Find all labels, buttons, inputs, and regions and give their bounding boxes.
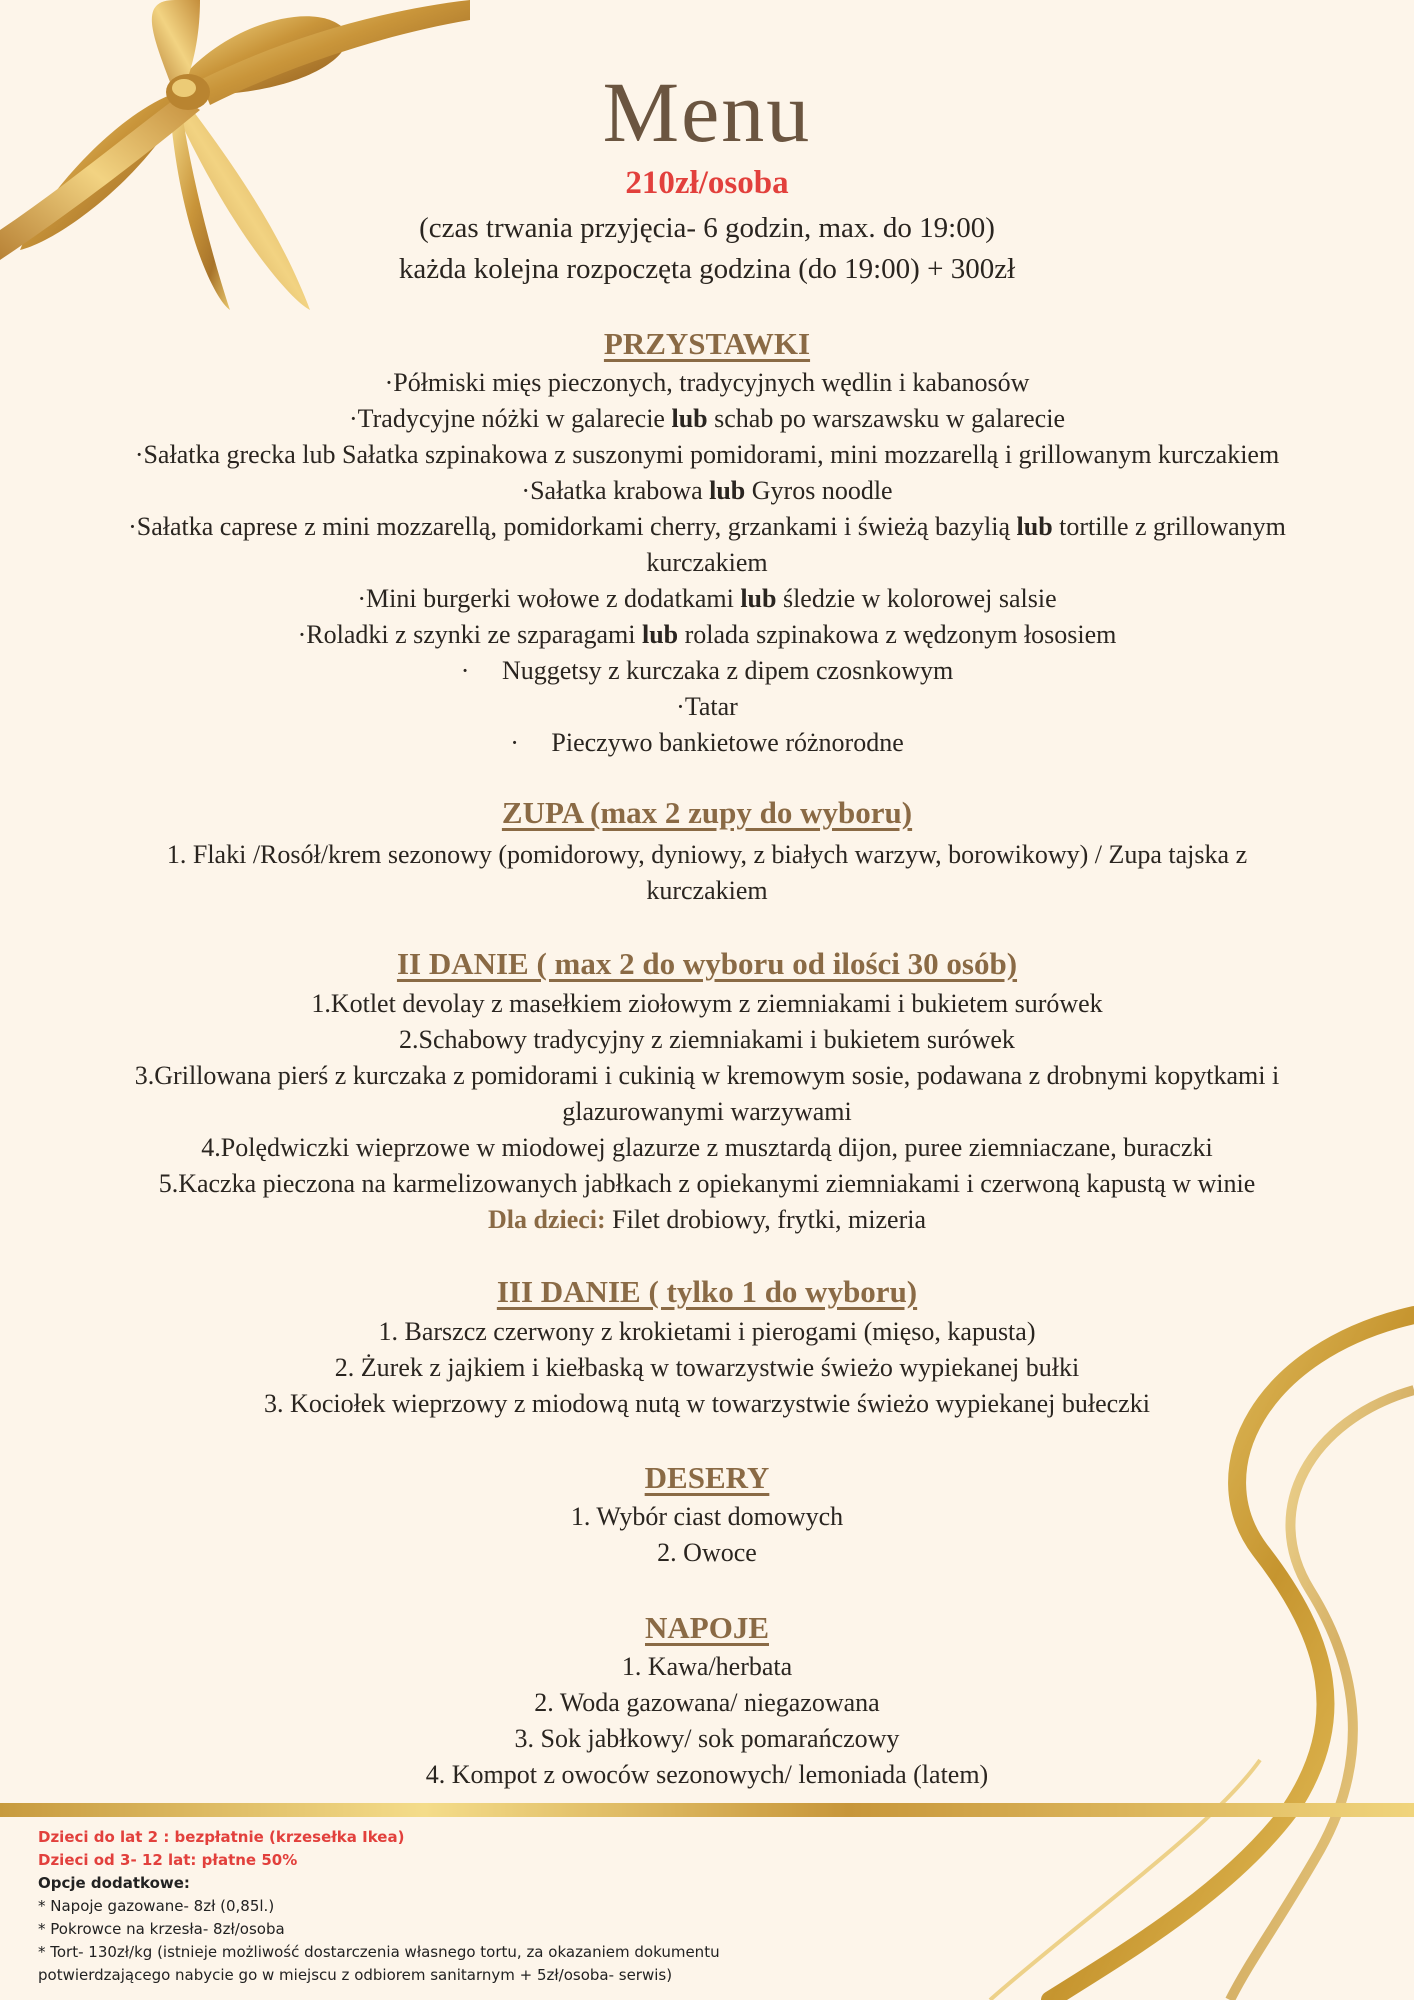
section-heading-zupa: ZUPA (max 2 zupy do wyboru) — [501, 795, 913, 830]
list-item-text: śledzie w kolorowej salsie — [776, 584, 1057, 613]
trzecie-danie-list — [60, 1314, 1354, 1422]
list-item — [60, 473, 1354, 509]
list-item-text: ·Sałatka caprese z mini mozzarellą, pomidorkami cherry, grzankami i świeżą bazylią — [128, 512, 1017, 541]
list-item: 3.Grillowana pierś z kurczaka z pomidorami i cukinią w kremowym sosie, podawana z drobnymi kopytkami i — [134, 1061, 1280, 1090]
list-item — [60, 437, 1354, 473]
list-item: 5.Kaczka pieczona na karmelizowanych jabłkach z opiekanymi ziemniakami i czerwoną kapustą w winie — [158, 1169, 1256, 1198]
list-item — [60, 653, 1354, 689]
section-heading-desery: DESERY — [644, 1460, 770, 1495]
extra-hour-note: każda kolejna rozpoczęta godzina (do 19:00) + 300zł — [398, 253, 1016, 285]
desery-list — [60, 1499, 1354, 1571]
kids-dish-label: Dla dzieci: — [487, 1205, 606, 1234]
list-item-text: kurczakiem — [646, 548, 768, 577]
drugie-danie-list — [60, 986, 1354, 1238]
page-title: Menu — [602, 64, 812, 160]
gold-divider-band — [0, 1800, 1414, 1820]
list-item — [60, 509, 1354, 545]
list-item: glazurowanymi warzywami — [562, 1097, 852, 1126]
list-item-text: schab po warszawsku w galarecie — [707, 404, 1065, 433]
list-item: 1. Wybór ciast domowych — [570, 1502, 844, 1531]
kids-3-12-note: Dzieci od 3- 12 lat: płatne 50% — [38, 1851, 298, 1869]
list-item: 1. Kawa/herbata — [621, 1652, 793, 1681]
list-item: 2. Żurek z jajkiem i kiełbaską w towarzystwie świeżo wypiekanej bułki — [334, 1353, 1080, 1382]
list-item: 1.Kotlet devolay z masełkiem ziołowym z ziemniakami i bukietem surówek — [311, 989, 1103, 1018]
list-item-text: ·Roladki z szynki ze szparagami — [297, 620, 642, 649]
list-item — [60, 689, 1354, 725]
kids-under-2-note: Dzieci do lat 2 : bezpłatnie (krzesełka Ikea) — [38, 1828, 405, 1846]
list-item-text: ·Tatar — [676, 692, 738, 721]
list-item-text: ·Sałatka krabowa — [521, 476, 710, 505]
list-item — [60, 725, 1354, 761]
option-item: * Tort- 130zł/kg (istnieje możliwość dostarczenia własnego tortu, za okazaniem dokumentu — [38, 1943, 720, 1961]
option-item: * Napoje gazowane- 8zł (0,85l.) — [38, 1897, 275, 1915]
section-heading-drugie-danie: II DANIE ( max 2 do wyboru od ilości 30 osób) — [396, 946, 1018, 981]
list-item: 1. Flaki /Rosół/krem sezonowy (pomidorowy, dyniowy, z białych warzyw, borowikowy) / Zupa tajska z — [166, 840, 1248, 869]
kids-dish — [60, 1202, 1354, 1238]
list-item — [60, 401, 1354, 437]
list-item-text: ·Sałatka grecka lub Sałatka szpinakowa z suszonymi pomidorami, mini mozzarellą i grillowanym kurczakiem — [134, 440, 1280, 469]
przystawki-list — [60, 365, 1354, 761]
list-item: 3. Kociołek wieprzowy z miodową nutą w towarzystwie świeżo wypiekanej bułeczki — [264, 1389, 1150, 1418]
list-item — [60, 581, 1354, 617]
or-keyword: lub — [1016, 512, 1053, 541]
list-item: 2.Schabowy tradycyjny z ziemniakami i bukietem surówek — [399, 1025, 1015, 1054]
list-item-text: ·Mini burgerki wołowe z dodatkami — [357, 584, 741, 613]
section-heading-przystawki: PRZYSTAWKI — [603, 326, 811, 361]
list-item — [60, 617, 1354, 653]
list-item-text: ·Półmiski mięs pieczonych, tradycyjnych wędlin i kabanosów — [384, 368, 1030, 397]
list-item-text: rolada szpinakowa z wędzonym łososiem — [678, 620, 1117, 649]
list-item-text: ·Tradycyjne nóżki w galarecie — [349, 404, 672, 433]
or-keyword: lub — [671, 404, 708, 433]
list-item — [60, 545, 1354, 581]
or-keyword: lub — [641, 620, 679, 649]
list-item: 1. Barszcz czerwony z krokietami i pierogami (mięso, kapusta) — [378, 1317, 1036, 1346]
or-keyword: lub — [740, 584, 777, 613]
list-item — [60, 365, 1354, 401]
section-heading-trzecie-danie: III DANIE ( tylko 1 do wyboru) — [496, 1274, 918, 1309]
option-item: * Pokrowce na krzesła- 8zł/osoba — [38, 1920, 285, 1938]
list-item: kurczakiem — [646, 876, 768, 905]
list-item-text: Gyros noodle — [745, 476, 893, 505]
duration-note: (czas trwania przyjęcia- 6 godzin, max. do 19:00) — [419, 212, 995, 244]
options-label: Opcje dodatkowe: — [38, 1874, 190, 1892]
list-item-text: · Pieczywo bankietowe różnorodne — [510, 728, 904, 757]
list-item: 2. Woda gazowana/ niegazowana — [534, 1688, 880, 1717]
napoje-list — [60, 1649, 1354, 1793]
kids-dish-value: Filet drobiowy, frytki, mizeria — [605, 1205, 927, 1234]
price-per-person: 210zł/osoba — [625, 165, 789, 201]
list-item-text: tortille z grillowanym — [1052, 512, 1286, 541]
list-item-text: · Nuggetsy z kurczaka z dipem czosnkowym — [460, 656, 954, 685]
list-item: 4. Kompot z owoców sezonowych/ lemoniada (latem) — [425, 1760, 989, 1789]
option-item: potwierdzającego nabycie go w miejscu z odbiorem sanitarnym + 5zł/osoba- serwis) — [38, 1966, 673, 1984]
list-item: 4.Polędwiczki wieprzowe w miodowej glazurze z musztardą dijon, puree ziemniaczane, buraczki — [201, 1133, 1213, 1162]
footer-notes — [38, 1826, 798, 1987]
zupa-list — [60, 837, 1354, 909]
list-item: 3. Sok jabłkowy/ sok pomarańczowy — [514, 1724, 900, 1753]
list-item: 2. Owoce — [657, 1538, 757, 1567]
section-heading-napoje: NAPOJE — [645, 1610, 769, 1645]
or-keyword: lub — [709, 476, 746, 505]
